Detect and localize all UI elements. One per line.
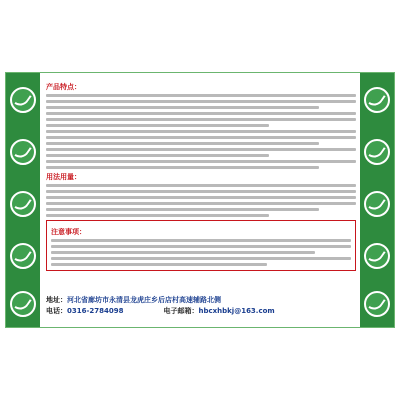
text-placeholder xyxy=(51,257,351,260)
text-placeholder xyxy=(46,196,356,199)
label-content xyxy=(46,79,356,323)
text-placeholder xyxy=(46,106,319,109)
section-title: 注意事项： xyxy=(51,228,86,236)
section-notes xyxy=(46,220,356,271)
text-placeholder xyxy=(46,130,356,133)
text-placeholder xyxy=(46,136,356,139)
text-placeholder xyxy=(51,239,351,242)
leaf-logo-icon xyxy=(10,243,36,269)
section-body xyxy=(46,94,356,169)
leaf-logo-icon xyxy=(364,139,390,165)
text-placeholder xyxy=(51,251,315,254)
leaf-logo-icon xyxy=(10,191,36,217)
text-placeholder xyxy=(46,160,356,163)
phone-label: 电话： xyxy=(46,307,67,315)
text-placeholder xyxy=(46,118,356,121)
text-placeholder xyxy=(51,245,351,248)
right-side-band xyxy=(360,73,394,327)
contact-footer xyxy=(46,295,356,317)
section-title: 用法用量： xyxy=(46,173,81,181)
address-row xyxy=(46,295,356,306)
email-label: 电子邮箱： xyxy=(163,307,199,315)
leaf-logo-icon xyxy=(10,291,36,317)
section-body xyxy=(46,184,356,217)
text-placeholder xyxy=(46,208,319,211)
address-value: 河北省廊坊市永清县龙虎庄乡后店村高速辅路北侧 xyxy=(67,296,221,304)
section-usage xyxy=(46,172,356,217)
contact-row xyxy=(46,306,356,317)
contact-spacer xyxy=(123,306,163,317)
text-placeholder xyxy=(46,94,356,97)
leaf-logo-icon xyxy=(364,291,390,317)
leaf-logo-icon xyxy=(364,243,390,269)
product-label xyxy=(5,72,395,328)
leaf-logo-icon xyxy=(364,191,390,217)
address-label: 地址： xyxy=(46,296,67,304)
leaf-logo-icon xyxy=(364,87,390,113)
text-placeholder xyxy=(46,184,356,187)
text-placeholder xyxy=(46,100,356,103)
text-placeholder xyxy=(46,214,269,217)
text-placeholder xyxy=(46,124,269,127)
section-title: 产品特点： xyxy=(46,83,81,91)
leaf-logo-icon xyxy=(10,87,36,113)
text-placeholder xyxy=(46,112,356,115)
text-placeholder xyxy=(51,263,267,266)
text-placeholder xyxy=(46,190,356,193)
phone-value: 0316-2784098 xyxy=(67,307,124,315)
text-placeholder xyxy=(46,142,319,145)
text-placeholder xyxy=(46,154,269,157)
text-placeholder xyxy=(46,202,356,205)
leaf-logo-icon xyxy=(10,139,36,165)
left-side-band xyxy=(6,73,40,327)
email-value: hbcxhbkj@163.com xyxy=(198,307,275,315)
section-body xyxy=(51,239,351,266)
section-features xyxy=(46,82,356,169)
text-placeholder xyxy=(46,166,319,169)
text-placeholder xyxy=(46,148,356,151)
